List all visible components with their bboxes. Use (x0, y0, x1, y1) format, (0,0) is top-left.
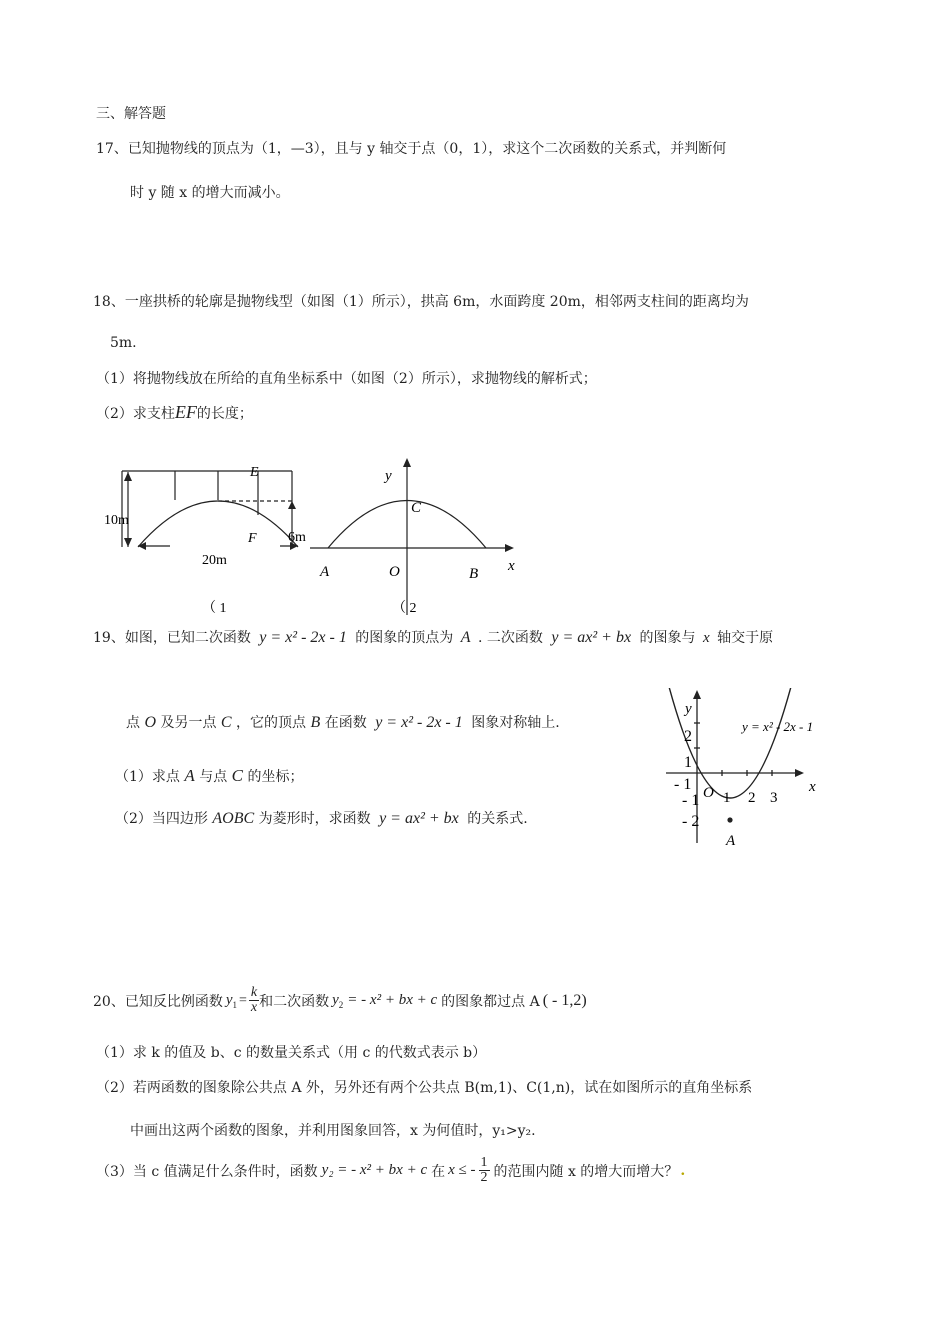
fig1-label-10m: 10m (104, 513, 129, 528)
q20-s3-cond: x ≤ - (448, 1162, 476, 1178)
fig1-label-f: F (248, 531, 257, 546)
q19-l2-d: 在函数 (324, 715, 367, 731)
q19-s1-a-var: A (184, 766, 195, 785)
q18-sub1: （1）将抛物线放在所给的直角坐标系中（如图（2）所示），求抛物线的解析式； (96, 371, 597, 387)
q19-s2-quad: AOBC (212, 810, 255, 827)
q19-graph-label-a: A (726, 833, 736, 849)
fig1-label-e: E (250, 465, 259, 480)
fig2-label-x: x (508, 558, 515, 574)
q20-sub3 (96, 1156, 685, 1185)
q19-l1-b: 的图象的顶点为 (355, 630, 454, 646)
q17-line2: 时 y 随 x 的增大而减小。 (130, 185, 290, 201)
q19-s2-b: 为菱形时，求函数 (258, 811, 371, 827)
q20-s3-half: $\frac{1}{2}$ (480, 1155, 488, 1185)
q19-graph-tick-2x: 2 (748, 790, 756, 806)
arch-axes-figure (310, 455, 530, 625)
q19-l2-b-var: B (310, 714, 321, 731)
q19-s2-c: 的关系式. (467, 811, 528, 827)
q19-l1-eq2: y = ax² + bx (551, 629, 632, 646)
q19-l2-eq: y = x² - 2x - 1 (375, 714, 463, 731)
q19-graph-tick-2: 2 (684, 728, 692, 745)
q19-s1-a: （1）求点 (115, 769, 180, 785)
fig2-label-c: C (411, 500, 422, 516)
q19-l2-b: 及另一点 (160, 715, 217, 731)
q19-l1-e: 轴交于原 (717, 630, 774, 646)
q20-s3-b: 在 (431, 1163, 446, 1180)
q18-sub2-prefix: （2）求支柱 (96, 406, 175, 422)
q20-y1: $y_1$ (225, 991, 237, 1010)
q19-l2-a: 点 (126, 715, 140, 731)
q19-s2-a: （2）当四边形 (115, 811, 208, 827)
q20-l1-a: 20、已知反比例函数 (93, 993, 223, 1010)
fig1-caption: （ 1 (202, 601, 227, 616)
q19-graph-tick-n2y: - 2 (682, 813, 700, 830)
q20-y2: $y_2$ (332, 991, 344, 1010)
q20-l1-c: 的图象都过点 A (441, 993, 540, 1010)
q19-sub2 (115, 808, 528, 828)
fig2-label-o: O (389, 564, 400, 580)
q19-graph-tick-1x: 1 (723, 790, 731, 806)
q20-k-over-x: $\frac{k}{x}$ (250, 985, 258, 1015)
q19-line2 (126, 712, 560, 732)
stray-dot-mark: . (680, 1162, 686, 1179)
q19-graph-label-o: O (703, 785, 714, 801)
fig2-label-a: A (320, 564, 330, 580)
q19-graph-tick-n1x: - 1 (674, 776, 692, 793)
fig2-caption: （ 2 (392, 601, 417, 616)
section-title: 三、解答题 (96, 106, 166, 122)
q18-sub2 (96, 402, 253, 423)
q17-line1: 17、已知抛物线的顶点为（1，—3），且与 y 轴交于点（0，1），求这个二次函数的关系式，并判断何 (96, 141, 727, 157)
q19-graph-tick-1: 1 (684, 754, 692, 771)
q19-parabola-graph (660, 688, 830, 853)
q20-point: ( - 1,2) (542, 991, 587, 1009)
q19-graph-label-y: y (685, 701, 692, 717)
fig2-label-b: B (469, 566, 479, 582)
bridge-figure (100, 455, 320, 625)
q20-line1: 20、已知反比例函数 $y_1$ = $\frac{k}{x}$ 和二次函数 $y_2$ = - x² + bx + c 的图象都过点 A ( - 1,2) (93, 985, 587, 1015)
q19-s1-b: 与点 (199, 769, 228, 785)
fig1-label-6m: 6m (288, 530, 306, 545)
q18-sub2-var: EF (174, 402, 197, 422)
q19-l2-e: 图象对称轴上. (471, 715, 560, 731)
fig1-label-20m: 20m (202, 553, 227, 568)
q19-l2-c-var: C (220, 714, 232, 731)
q19-graph-label-x: x (809, 779, 816, 795)
q19-l1-d: 的图象与 (639, 630, 696, 646)
q19-s1-c: 的坐标； (247, 769, 304, 785)
q19-line1 (93, 627, 773, 647)
q19-l1-c: . 二次函数 (477, 630, 543, 646)
q20-sub2-line2: 中画出这两个函数的图象，并利用图象回答，x 为何值时，y₁>y₂. (130, 1123, 536, 1139)
q19-graph-tick-3x: 3 (770, 790, 778, 806)
q19-s2-eq: y = ax² + bx (379, 810, 459, 827)
q20-s3-eq: y₂ = - x² + bx + c (321, 1162, 428, 1178)
q19-graph-tick-n1y: - 1 (682, 792, 700, 809)
q18-line2: 5m. (110, 335, 137, 351)
q18-sub2-suffix: 的长度； (196, 406, 253, 422)
q19-s1-c-var: C (231, 766, 244, 785)
q19-sub1 (115, 766, 303, 786)
q20-sub2-line1: （2）若两函数的图象除公共点 A 外，另外还有两个公共点 B(m,1)、C(1,n)，试在如图所示的直角坐标系 (96, 1080, 753, 1096)
q19-l2-o-var: O (144, 714, 157, 731)
q20-s3-a: （3）当 c 值满足什么条件时，函数 (96, 1163, 318, 1180)
fig2-label-y: y (385, 468, 392, 484)
q20-sub1: （1）求 k 的值及 b、c 的数量关系式（用 c 的代数式表示 b） (96, 1045, 487, 1061)
q19-graph-label-eq: y = x² - 2x - 1 (742, 719, 814, 734)
q19-l1-a-var: A (460, 629, 471, 646)
q18-line1: 18、一座拱桥的轮廓是抛物线型（如图（1）所示），拱高 6m，水面跨度 20m，相邻两支柱间的距离均为 (93, 294, 749, 310)
q19-l1-a: 19、如图，已知二次函数 (93, 630, 251, 646)
q20-l1-eq: = - x² + bx + c (347, 992, 438, 1008)
q19-l2-c: ，它的顶点 (236, 715, 307, 731)
q20-l1-b: 和二次函数 (259, 993, 330, 1010)
q19-l1-eq1: y = x² - 2x - 1 (259, 629, 347, 646)
q19-l1-x-var: x (702, 630, 710, 646)
q20-s3-c: 的范围内随 x 的增大而增大？ (493, 1163, 679, 1180)
